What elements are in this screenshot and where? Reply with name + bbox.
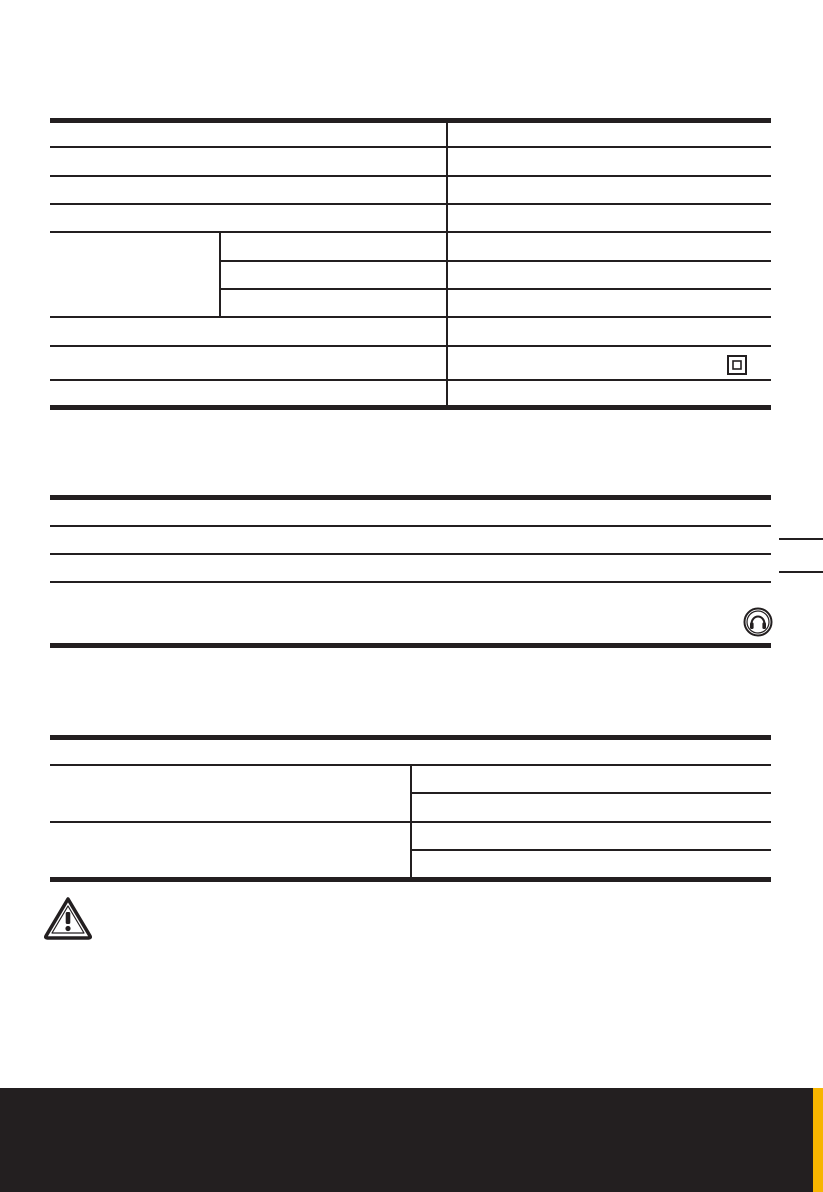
- table-row-divider: [50, 525, 771, 527]
- table-bottom-rule: [50, 643, 771, 648]
- table-top-rule: [50, 495, 771, 500]
- table-top-rule: [50, 118, 771, 123]
- warning-triangle-icon: [43, 896, 93, 940]
- table-top-rule: [50, 735, 771, 740]
- ear-protection-icon: [743, 607, 773, 637]
- table-row-divider: [50, 316, 771, 318]
- footer-accent-strip: [813, 1088, 823, 1192]
- side-tab-marker: [779, 538, 823, 540]
- double-insulation-icon: [727, 355, 747, 375]
- table-subrow-divider: [411, 849, 771, 851]
- table-subcolumn-divider: [219, 231, 221, 317]
- side-tab-marker: [779, 571, 823, 573]
- table-subrow-divider: [411, 792, 771, 794]
- table-row-divider: [50, 175, 771, 177]
- table-row-divider: [50, 146, 771, 148]
- table-row-divider: [50, 345, 771, 347]
- table-column-divider: [446, 118, 448, 410]
- table-column-divider: [410, 764, 412, 880]
- table-subrow-divider: [220, 260, 771, 262]
- table-row-divider: [50, 231, 771, 233]
- footer-band: [0, 1088, 823, 1192]
- table-row-divider: [50, 379, 771, 381]
- table-bottom-rule: [50, 405, 771, 410]
- table-subrow-divider: [220, 288, 771, 290]
- table-row-divider: [50, 581, 771, 583]
- table-row-divider: [50, 203, 771, 205]
- table-row-divider: [50, 553, 771, 555]
